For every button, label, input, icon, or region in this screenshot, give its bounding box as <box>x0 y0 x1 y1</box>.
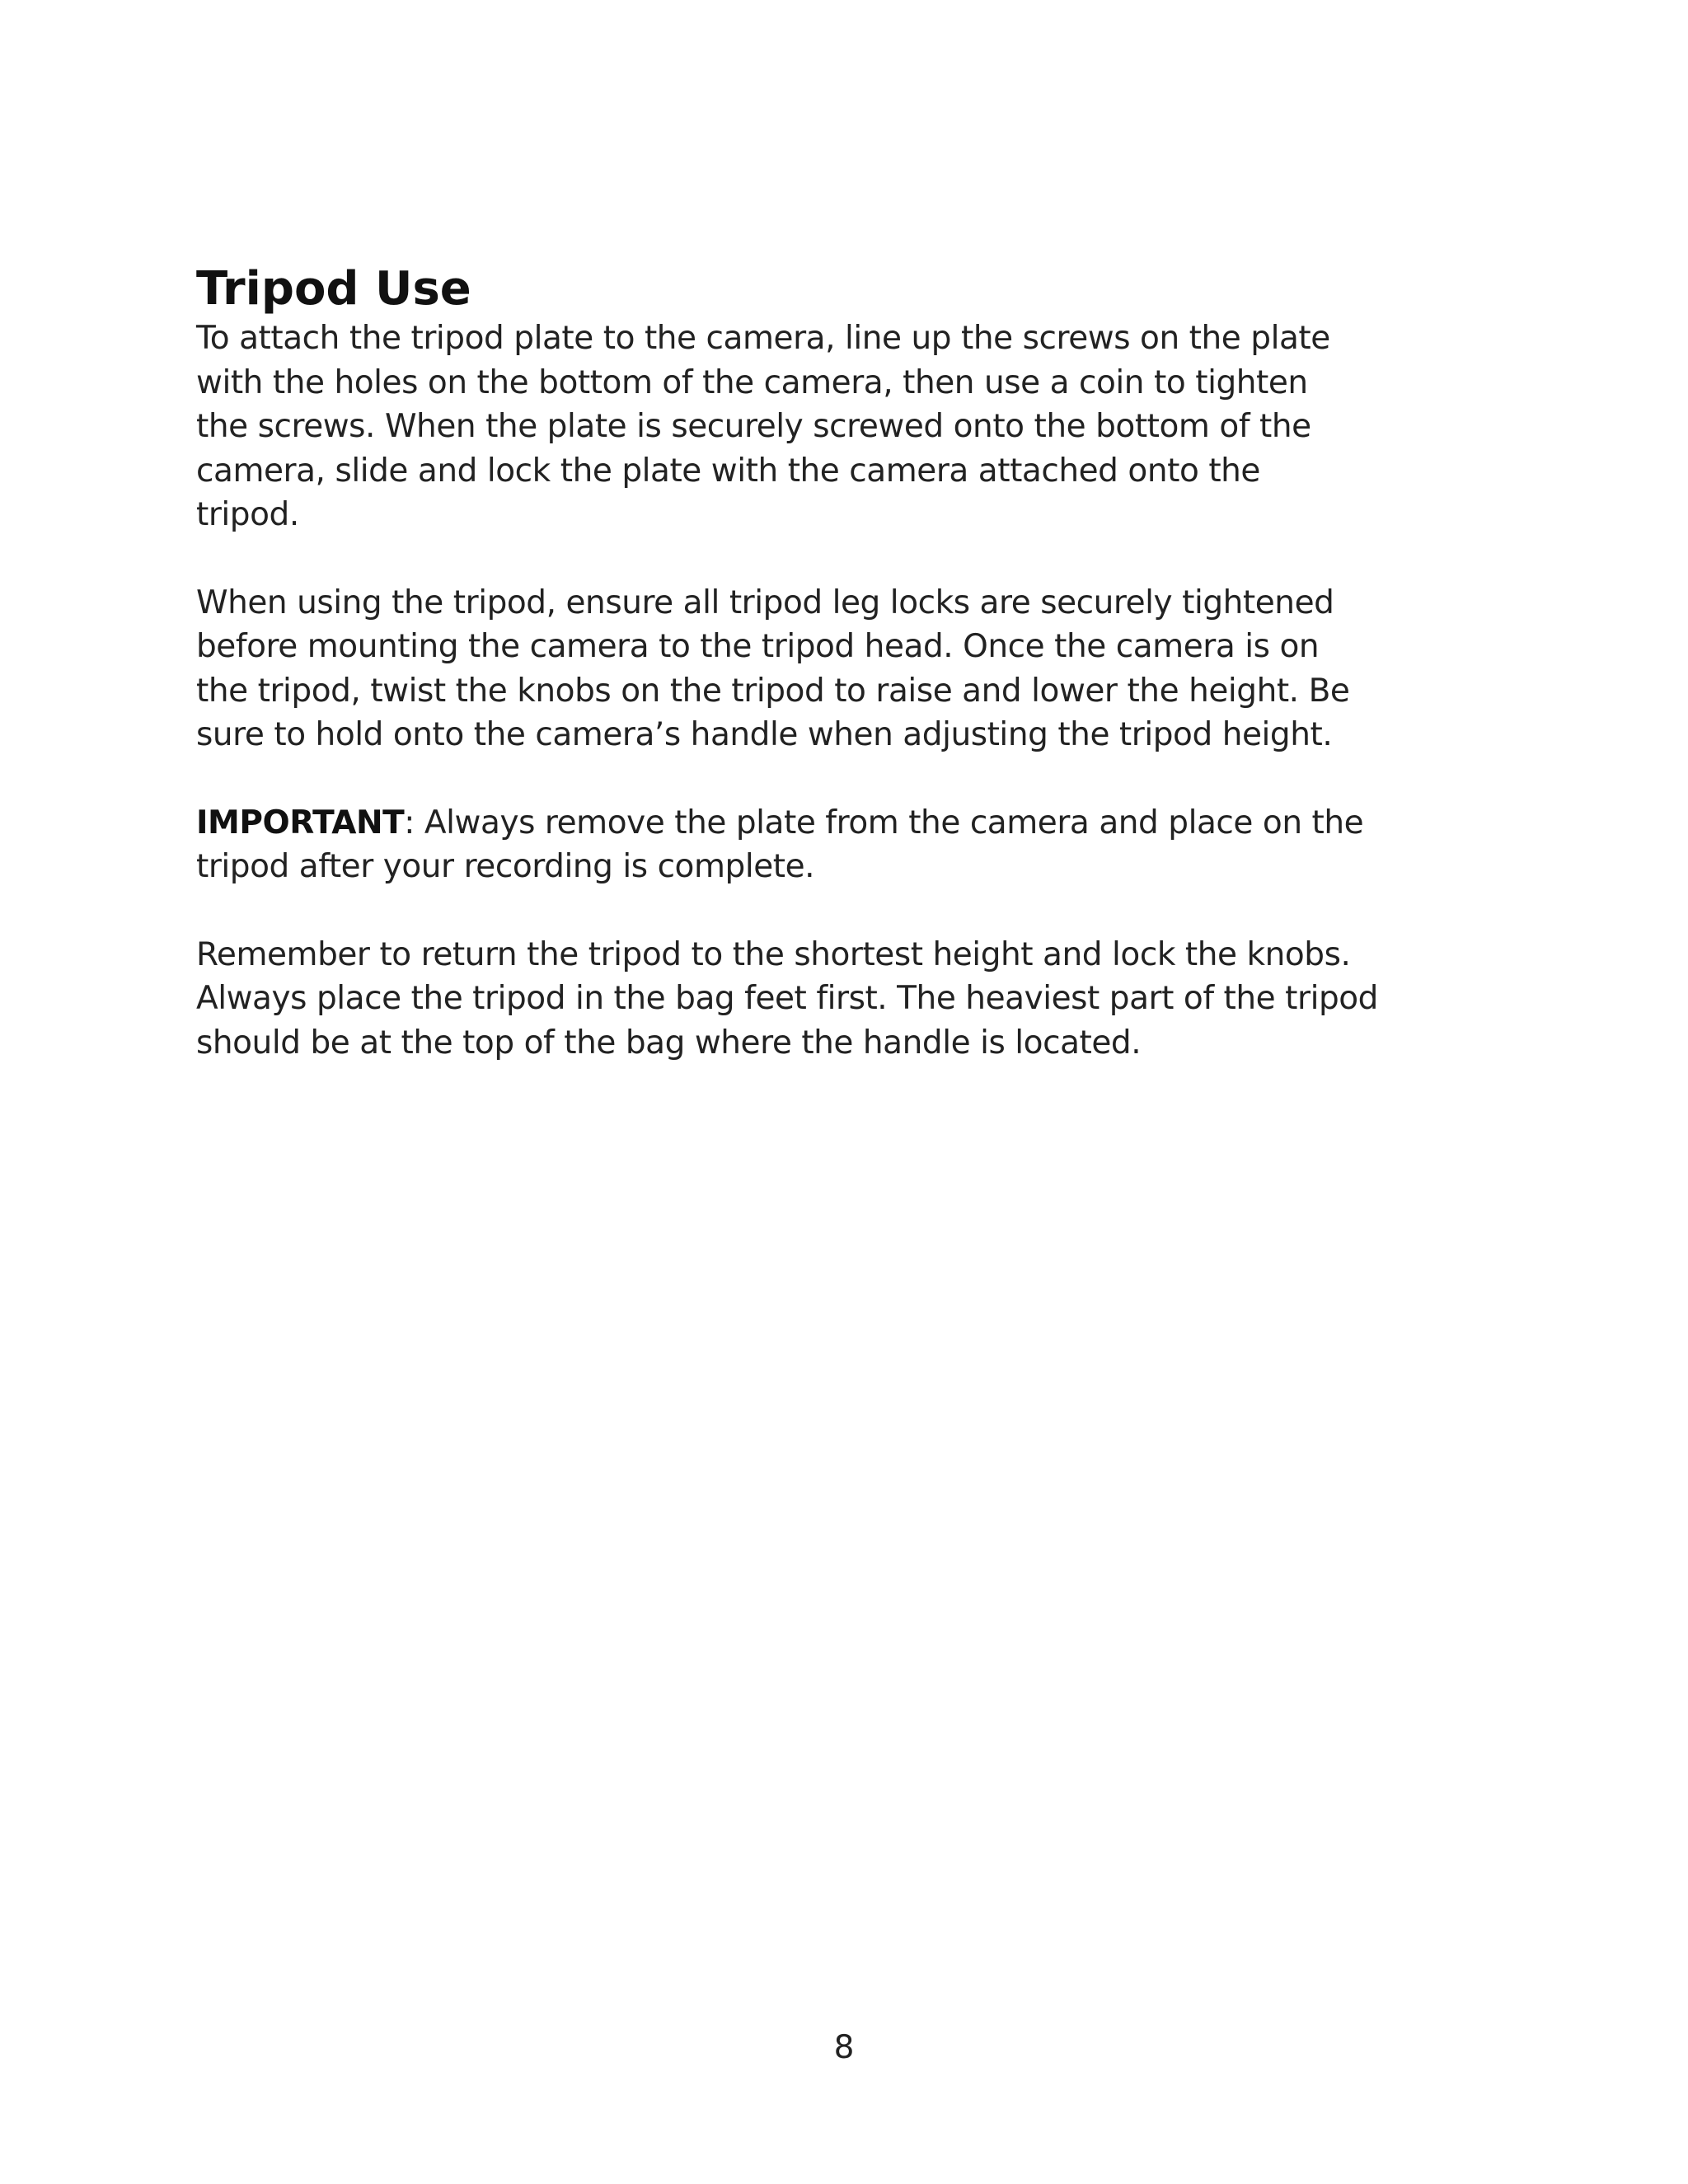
paragraph-line: with the holes on the bottom of the camera, then use a coin to tighten <box>196 363 1308 401</box>
paragraph-line: When using the tripod, ensure all tripod leg locks are securely tightened <box>196 583 1334 621</box>
paragraph-using-tripod <box>196 581 1515 757</box>
page-content <box>196 262 1515 1108</box>
important-text: : Always remove the plate from the camera and place on the <box>404 804 1364 841</box>
paragraph-attach-plate <box>196 316 1515 537</box>
paragraph-line: Always place the tripod in the bag feet first. The heaviest part of the tripod <box>196 980 1378 1017</box>
paragraph-line: tripod. <box>196 496 299 533</box>
paragraph-line: Remember to return the tripod to the shortest height and lock the knobs. <box>196 935 1351 973</box>
paragraph-line: before mounting the camera to the tripod head. Once the camera is on <box>196 628 1320 665</box>
paragraph-storage <box>196 933 1515 1066</box>
page-number: 8 <box>833 2029 855 2066</box>
paragraph-line: camera, slide and lock the plate with the camera attached onto the <box>196 452 1260 490</box>
section-title: Tripod Use <box>196 262 471 316</box>
paragraph-line <box>196 801 1515 846</box>
paragraph-line: sure to hold onto the camera’s handle when adjusting the tripod height. <box>196 716 1333 753</box>
paragraph-line: the screws. When the plate is securely screwed onto the bottom of the <box>196 408 1311 445</box>
important-label: IMPORTANT <box>196 804 405 841</box>
paragraph-line: should be at the top of the bag where the handle is located. <box>196 1024 1142 1062</box>
paragraph-line: To attach the tripod plate to the camera, line up the screws on the plate <box>196 320 1330 357</box>
paragraph-line: the tripod, twist the knobs on the tripod to raise and lower the height. Be <box>196 672 1350 710</box>
paragraph-line: tripod after your recording is complete. <box>196 848 815 885</box>
paragraph-important-note <box>196 801 1515 889</box>
